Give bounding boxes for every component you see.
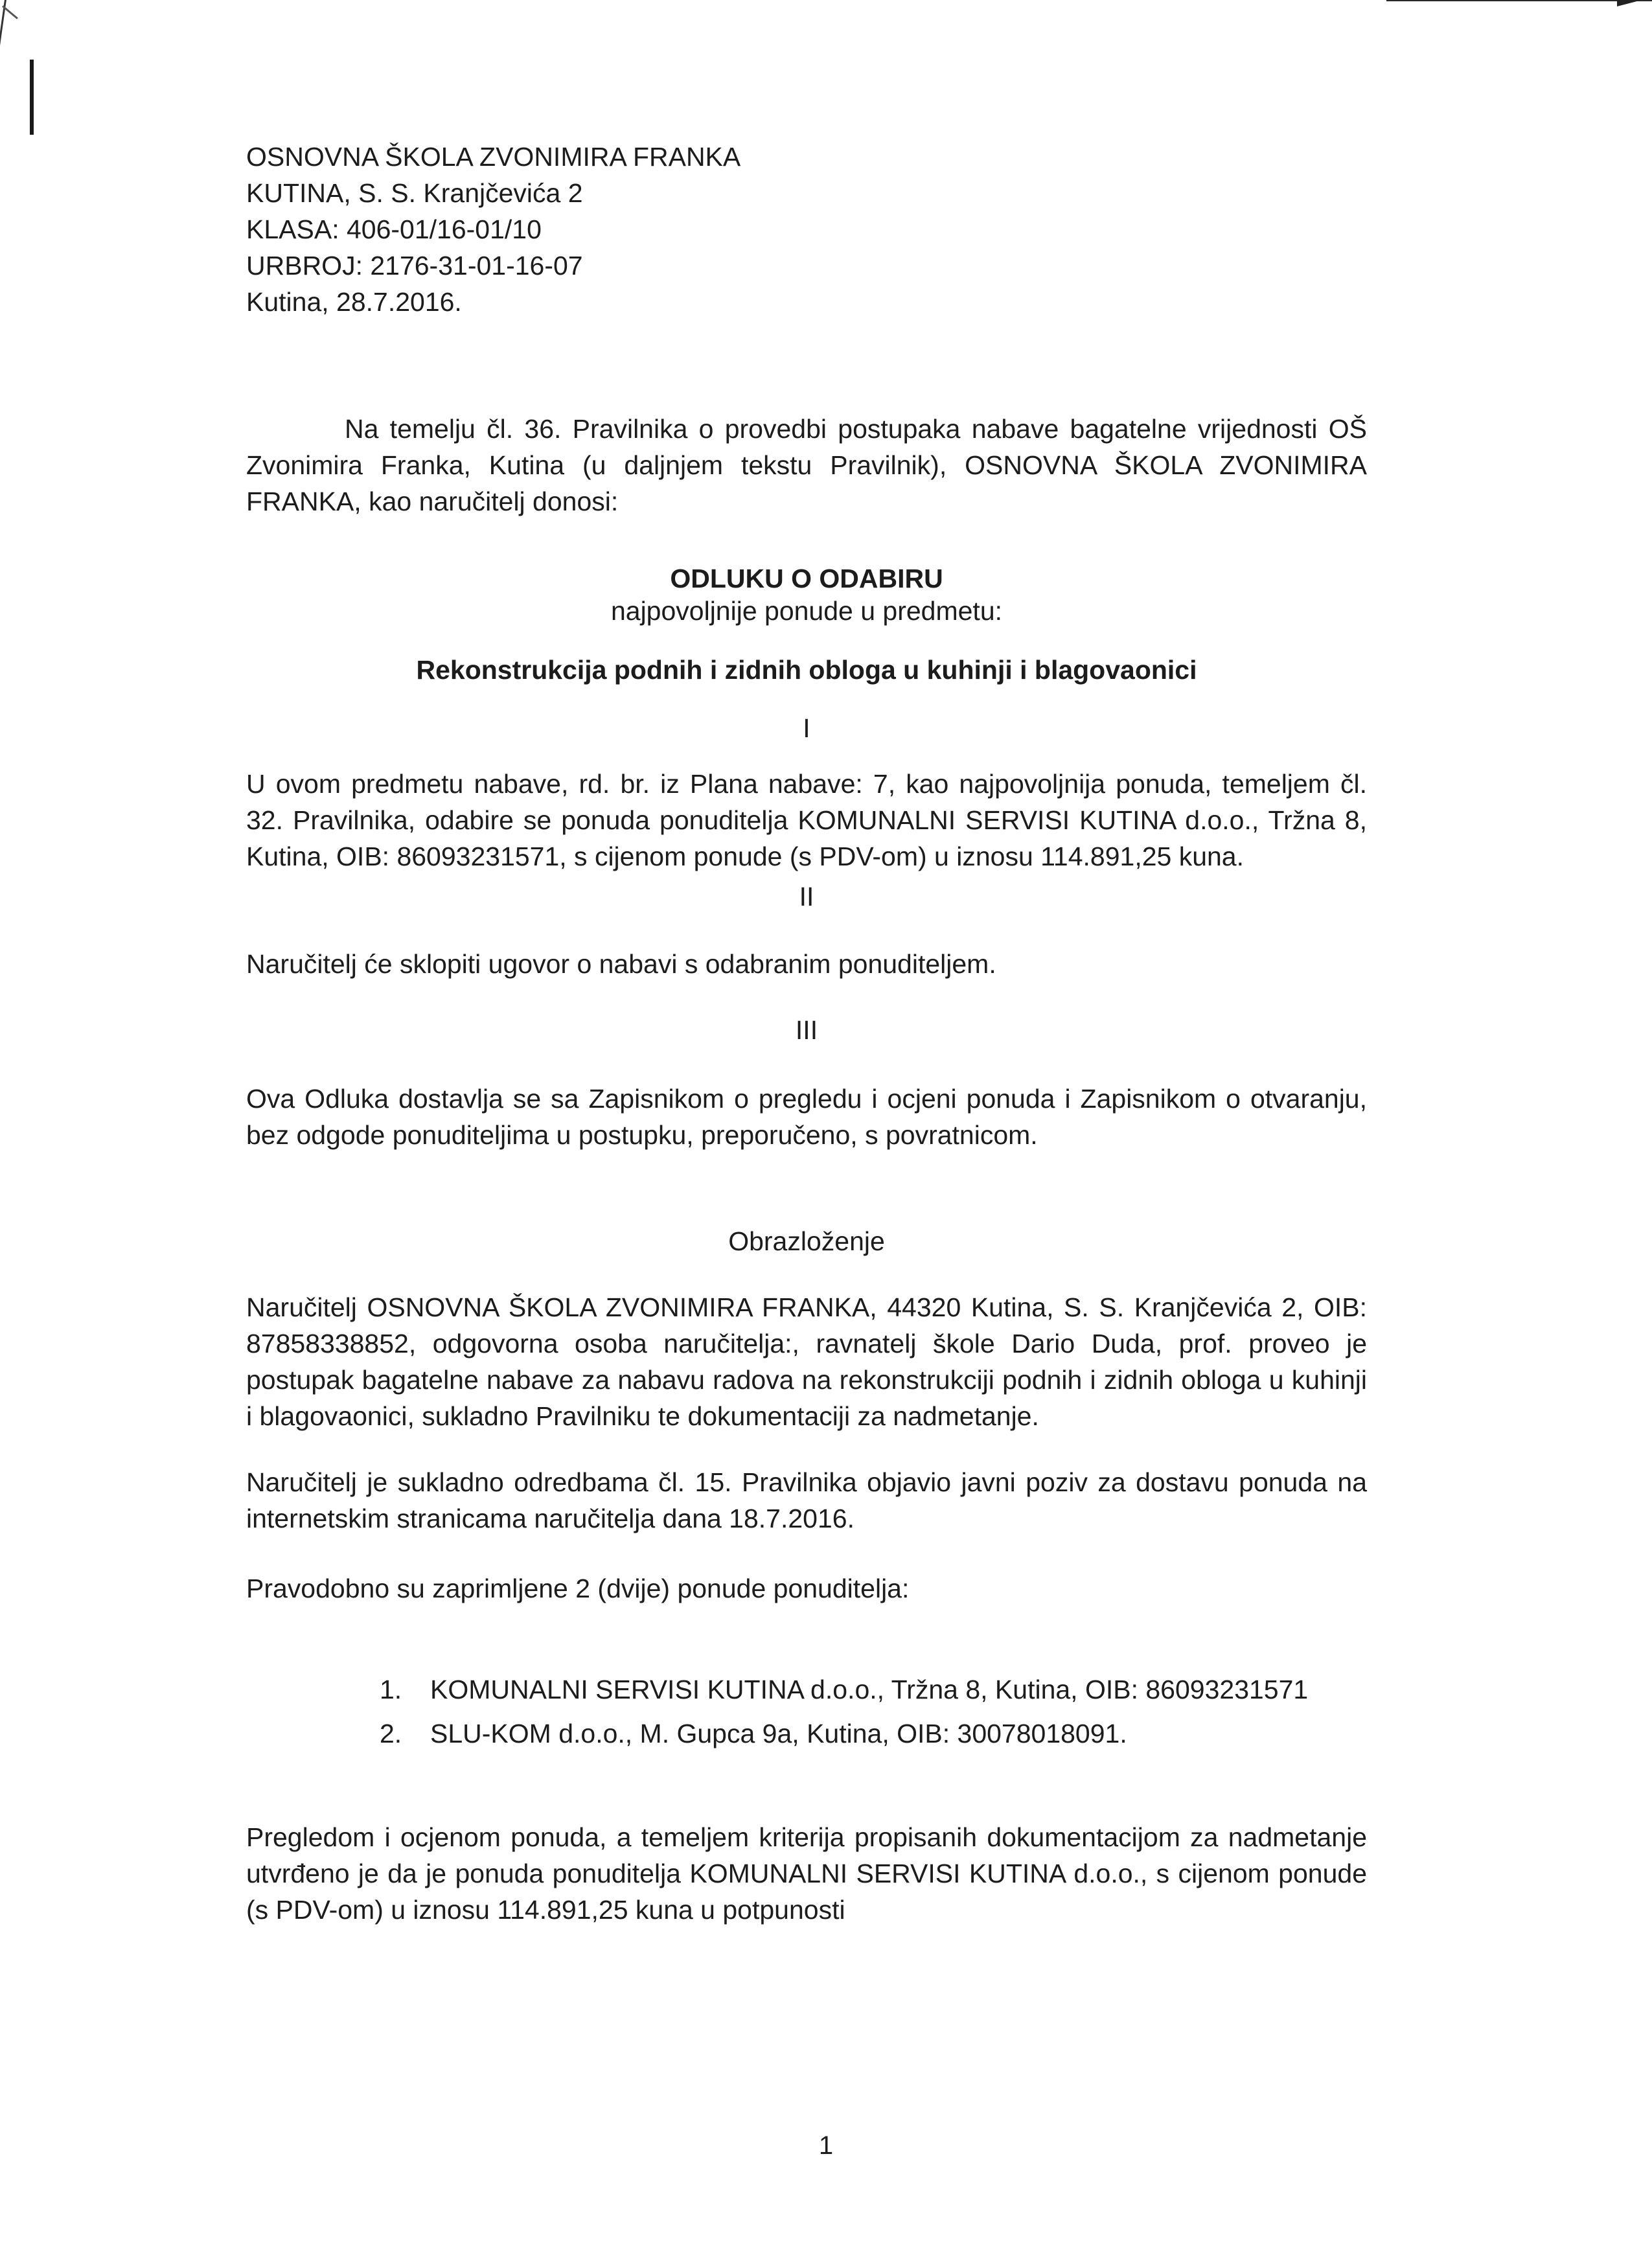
explanation-paragraph-2: Naručitelj je sukladno odredbama čl. 15. Pravilnika objavio javni poziv za dostavu ponuda na internetskim stranicama naručitelja dana 18.7.2016. [246,1467,1367,1533]
bidder-number: 1. [380,1675,402,1704]
scan-mark [30,60,34,135]
scan-corner [1617,0,1652,9]
final-paragraph: Pregledom i ocjenom ponuda, a temeljem kriterija propisanih dokumentacijom za nadmetanje utvrđeno je da je ponuda ponuditelja KOMUNALNI SERVISI KUTINA d.o.o., s cijenom ponude (s PDV-om) u iznosu 114.891,25 kuna u potpunosti [246,1822,1367,1925]
explanation-paragraph-1: Naručitelj OSNOVNA ŠKOLA ZVONIMIRA FRANKA, 44320 Kutina, S. S. Kranjčevića 2, OIB: 87858338852, odgovorna osoba naručitelja:, ravnatelj škole Dario Duda, prof. proveo je postupak bagatelne nabave za nabavu radova na rekonstrukciji podnih i zidnih obloga u kuhinji i blagovaonici, sukladno Pravilniku te dokumentaciji za nadmetanje. [246,1292,1367,1431]
explanation-title: Obrazloženje [728,1226,885,1256]
decision-subject: Rekonstrukcija podnih i zidnih obloga u kuhinji i blagovaonici [416,655,1197,685]
article-text-2: Naručitelj će sklopiti ugovor o nabavi s odabranim ponuditeljem. [246,949,996,979]
list-item [380,1715,1367,1752]
article-text-1: U ovom predmetu nabave, rd. br. iz Plana nabave: 7, kao najpovoljnija ponuda, temeljem čl. 32. Pravilnika, odabire se ponuda ponuditelja KOMUNALNI SERVISI KUTINA d.o.o., Tržna 8, Kutina, OIB: 86093231571, s cijenom ponude (s PDV-om) u iznosu 114.891,25 kuna. [246,769,1367,871]
klasa-number: KLASA: 406-01/16-01/10 [246,214,542,244]
decision-subtitle: najpovoljnije ponude u predmetu: [610,596,1003,626]
article-number-1: I [803,713,810,743]
bidders-list [246,1671,1367,1752]
document-date: Kutina, 28.7.2016. [246,287,462,317]
scan-edge-top [1386,0,1652,1]
school-name: OSNOVNA ŠKOLA ZVONIMIRA FRANKA [246,142,741,172]
bidder-text: SLU-KOM d.o.o., M. Gupca 9a, Kutina, OIB: 30078018091. [430,1719,1127,1748]
bidder-text: KOMUNALNI SERVISI KUTINA d.o.o., Tržna 8, Kutina, OIB: 86093231571 [430,1675,1309,1704]
article-text-3: Ova Odluka dostavlja se sa Zapisnikom o pregledu i ocjeni ponuda i Zapisnikom o otvaranju, bez odgode ponuditeljima u postupku, preporučeno, s povratnicom. [246,1084,1367,1150]
article-number-2: II [799,882,814,911]
list-item [380,1671,1367,1708]
decision-title: ODLUKU O ODABIRU [670,564,943,593]
explanation-paragraph-3: Pravodobno su zaprimljene 2 (dvije) ponude ponuditelja: [246,1574,910,1603]
intro-paragraph: Na temelju čl. 36. Pravilnika o provedbi postupaka nabave bagatelne vrijednosti OŠ Zvonimira Franka, Kutina (u daljnjem tekstu Pravilnik), OSNOVNA ŠKOLA ZVONIMIRA FRANKA, kao naručitelj donosi: [246,414,1367,516]
article-number-3: III [795,1015,818,1045]
school-address: KUTINA, S. S. Kranjčevića 2 [246,178,583,208]
urbroj-number: URBROJ: 2176-31-01-16-07 [246,251,583,281]
page-number: 1 [818,2131,834,2160]
document-page [246,139,1367,1928]
document-header [246,139,1367,320]
bidder-number: 2. [380,1719,402,1748]
